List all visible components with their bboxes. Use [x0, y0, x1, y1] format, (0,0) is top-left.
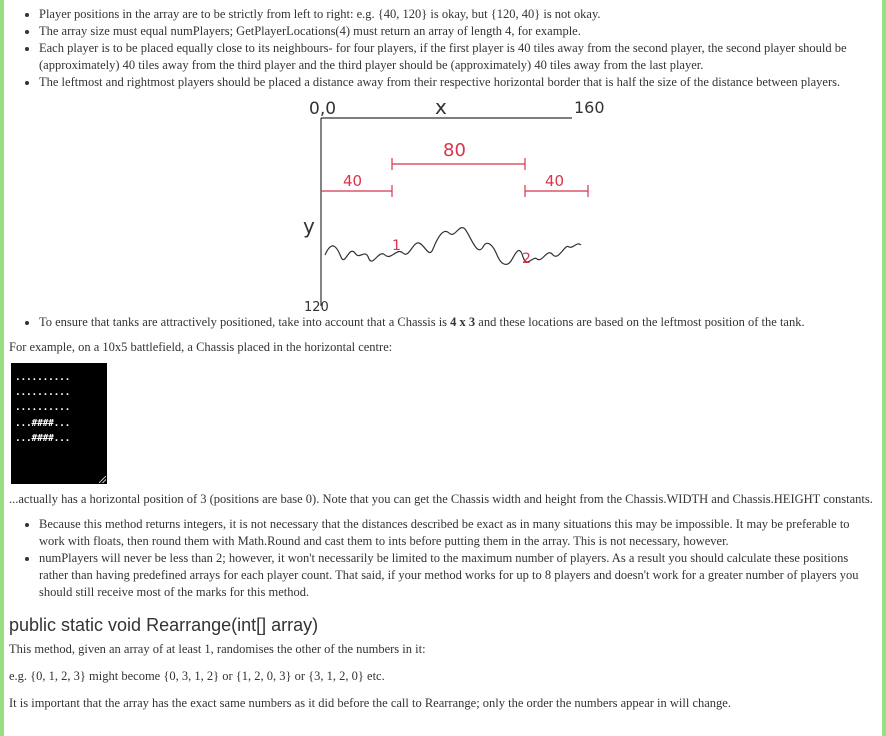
gap-right-label: 40 [545, 172, 565, 190]
method-example: e.g. {0, 1, 2, 3} might become {0, 3, 1, 2} or {1, 2, 0, 3} or {3, 1, 2, 0} etc. [9, 669, 385, 683]
requirements-list [9, 6, 875, 91]
tanks-note-text: To ensure that tanks are attractively positioned, take into account that a Chassis is [39, 315, 451, 329]
list-item: • The array size must equal numPlayers; GetPlayerLocations(4) must return an array of length 4, for example. [39, 23, 875, 40]
terrain-line [325, 228, 581, 265]
method-heading: public static void Rearrange(int[] array) [9, 615, 319, 635]
notes-list [9, 516, 875, 601]
resize-grip-icon[interactable] [99, 476, 106, 483]
x-max-label: 160 [574, 98, 605, 117]
console-row: .......... [15, 387, 71, 399]
origin-label: 0,0 [309, 99, 337, 119]
player-1-marker: 1 [392, 238, 401, 254]
list-item: • Because this method returns integers, it is not necessary that the distances described be exact as in many situations this may be impossible. It may be preferable to work with floats, then round them with Math.Round and cast them to ints before putting them in the array. This is not necessary, however. [39, 516, 875, 550]
player-2-marker: 2 [522, 251, 531, 267]
console-row: .......... [15, 372, 71, 383]
gap-left-label: 40 [343, 172, 363, 190]
tanks-note-text-end: and these locations are based on the leftmost position of the tank. [475, 315, 805, 329]
list-item: • numPlayers will never be less than 2; however, it won't necessarily be limited to the maximum number of players. As a result you should calculate these positions rather than having predefined arrays for each player count. That said, if your method works for up to 8 players and doesn't work for a greater number of players you should still receive most of the marks for this method. [39, 550, 875, 601]
list-item: • Player positions in the array are to be strictly from left to right: e.g. {40, 120} is okay, but {120, 40} is not okay. [39, 6, 875, 23]
chassis-size: 4 x 3 [450, 315, 476, 329]
method-description: This method, given an array of at least 1, randomises the other of the numbers in it: [9, 642, 426, 656]
y-axis-label: y [303, 214, 315, 238]
document-body [9, 0, 875, 712]
battlefield-example-console [11, 363, 107, 484]
console-row: .......... [15, 402, 71, 414]
console-row: ...####... [15, 417, 71, 429]
y-max-label: 120 [304, 300, 329, 315]
tanks-note-list [9, 314, 875, 331]
gap-middle-label: 80 [443, 140, 466, 161]
diagram-image [297, 95, 605, 315]
example-explanation: ...actually has a horizontal position of 3 (positions are base 0). Note that you can get the Chassis width and height from the Chassis.WIDTH and Chassis.HEIGHT constants. [9, 492, 873, 506]
list-item: • The leftmost and rightmost players should be placed a distance away from their respective horizontal border that is half the size of the distance between players. [39, 74, 875, 91]
x-axis-label: x [435, 95, 447, 119]
player-position-diagram [9, 97, 875, 314]
example-intro: For example, on a 10x5 battlefield, a Chassis placed in the horizontal centre: [9, 340, 393, 354]
list-item: • Each player is to be placed equally close to its neighbours- for four players, if the first player is 40 tiles away from the second player, the second player should be (approximately) 40 tiles away from the third player and the third player should be (approximately) 40 tiles away from the last player. [39, 40, 875, 74]
list-item [39, 314, 875, 331]
method-note: It is important that the array has the exact same numbers as it did before the call to Rearrange; only the order the numbers appear in will change. [9, 696, 731, 710]
console-row: ...####... [15, 432, 71, 444]
